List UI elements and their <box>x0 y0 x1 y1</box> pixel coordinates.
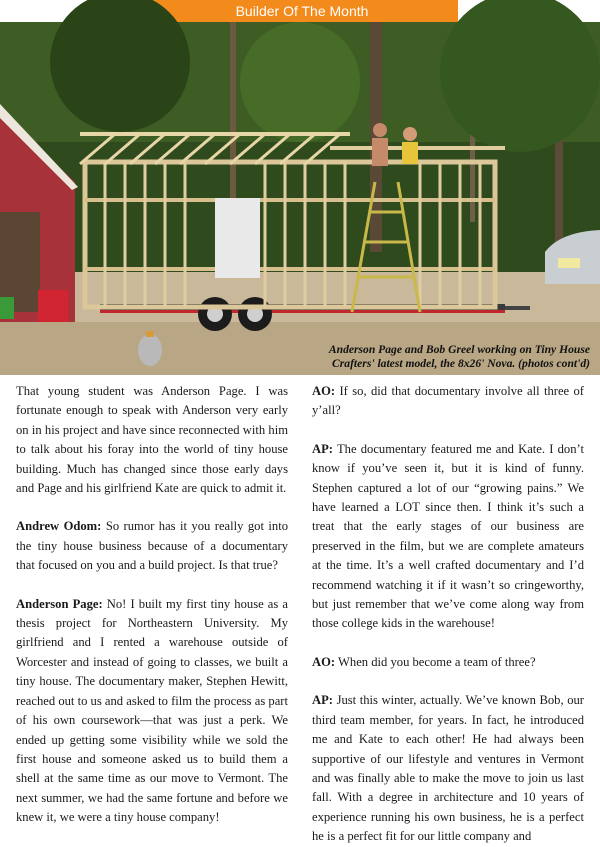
section-banner: Builder Of The Month <box>146 0 458 22</box>
question-paragraph <box>312 382 584 421</box>
question-paragraph <box>312 653 584 672</box>
tiny-house-photo <box>0 22 600 375</box>
speaker-name: AP: <box>312 693 333 708</box>
intro-paragraph: That young student was Anderson Page. I was fortunate enough to speak with Anderson very early on in his project and have since reconnected with him to talk about his foray into the world of tiny house building. Much has changed since those early days and Page and his girlfriend Kate are quick to admit it. <box>16 384 288 496</box>
speaker-name: AO: <box>312 384 336 398</box>
caption-line-2: Crafters' latest model, the 8x26' Nova. (photos cont'd) <box>332 357 590 370</box>
answer-text: No! I built my first tiny house as a thesis project for Northeastern University. My girlfriend and I rented a warehouse outside of Worcester and instead of going to classes, we built a tiny house. The documentary maker, Stephen Hewitt, reached out to us and asked to film the process as part of his own coursework—that was just a perk. We ended up getting some visibility while we sold the first house and someone asked us to build them a shell at the same time as our move to Vermont. The next summer, we had the same fortune and before we knew it, we were a tiny house company! <box>16 596 289 825</box>
question-text: When did you become a team of three? <box>335 654 536 669</box>
article-column-left <box>16 382 289 825</box>
photo-caption <box>290 343 590 371</box>
question-text: So rumor has it you really got into the tiny house business because of a documentary that focused on you and a build project. Is that true? <box>16 519 288 573</box>
speaker-name: Andrew Odom: <box>16 519 102 534</box>
answer-text: The documentary featured me and Kate. I don’t know if you’ve seen it, but it is kind of funny. Stephen captured a lot of our “growing pains.” We have learned a LOT since then. I think it’s such a treat that the early stages of our business are preserved in the film, but we are complete amateurs at the time. It’s a well crafted documentary and I’d recommend watching it if it wasn’t so cringeworthy, but just remember that we’ve come along way from those college kids in the warehouse! <box>312 441 584 631</box>
speaker-name: AP: <box>312 441 333 456</box>
article-column-right <box>312 382 584 844</box>
question-paragraph <box>16 517 288 575</box>
answer-text: Just this winter, actually. We’ve known Bob, our third team member, for years. In fact, he introduced me and Kate to each other! He had always been supportive of our lifestyle and ventures in Vermont and was finally able to make the move to join us last fall. With a degree in architecture and 10 years of experience running his own business, he is a perfect he is a perfect fit for our little company and <box>312 693 584 844</box>
question-text: If so, did that documentary involve all three of y’all? <box>312 384 584 418</box>
answer-paragraph <box>16 595 288 828</box>
caption-line-1: Anderson Page and Bob Greel working on Tiny House <box>328 343 590 356</box>
speaker-name: Anderson Page: <box>16 596 103 611</box>
answer-paragraph <box>312 440 584 634</box>
speaker-name: AO: <box>312 654 336 669</box>
answer-paragraph <box>312 691 584 846</box>
